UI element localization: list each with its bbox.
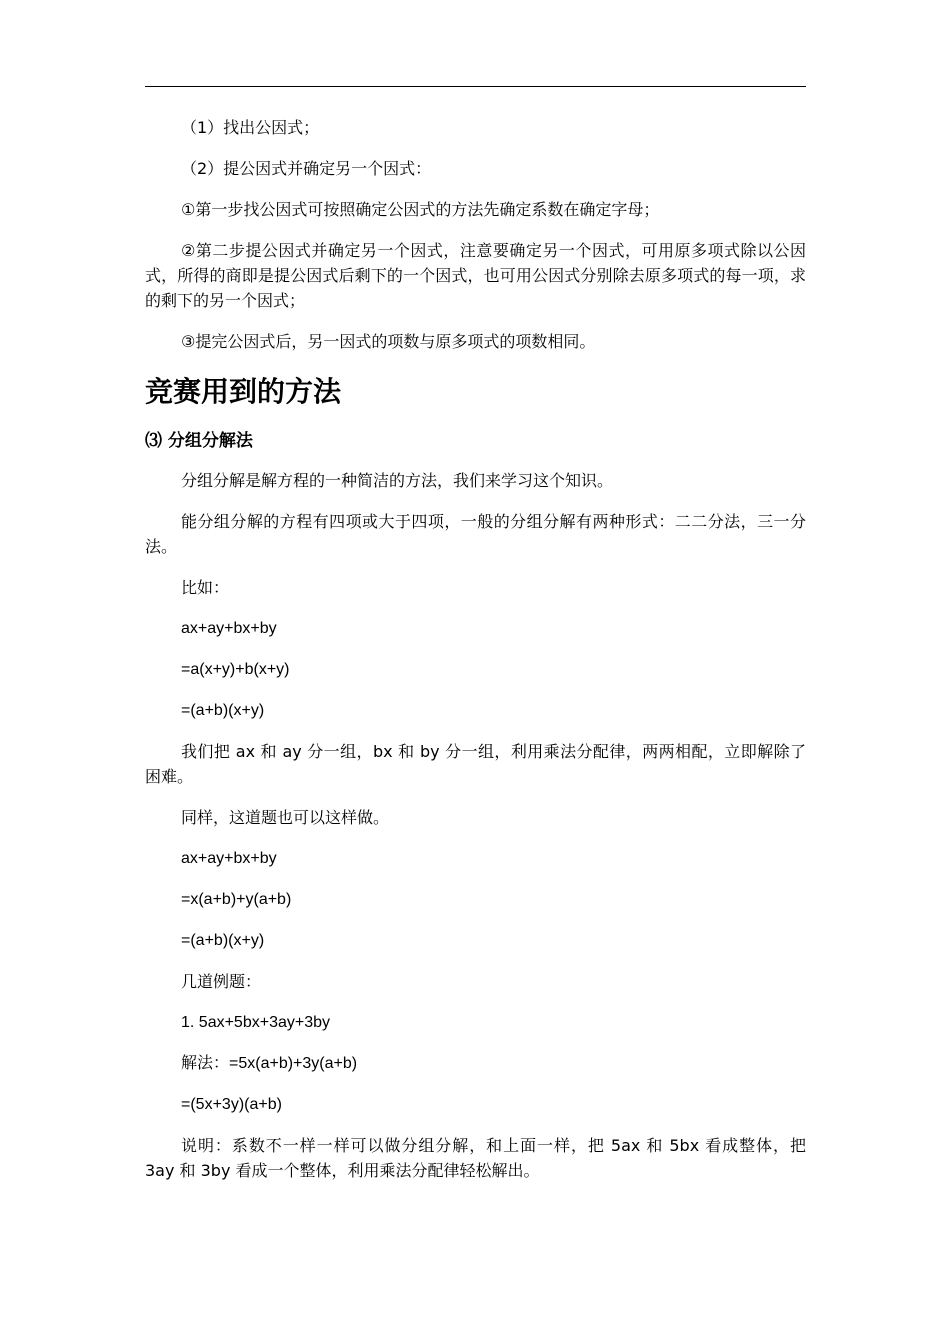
section-title: 竞赛用到的方法 [145, 375, 342, 408]
example-1-line-1: ax+ay+bx+by [181, 620, 277, 637]
step-2-3: ③提完公因式后，另一因式的项数与原多项式的项数相同。 [181, 332, 596, 351]
forms-paragraph: 能分组分解的方程有四项或大于四项，一般的分组分解有两种形式：二二分法，三一分法。 [145, 512, 806, 556]
solution-1-line-1: 解法：=5x(a+b)+3y(a+b) [181, 1055, 358, 1072]
step-2-1: ①第一步找公因式可按照确定公因式的方法先确定系数在确定字母； [181, 200, 660, 219]
example-2-line-1: ax+ay+bx+by [181, 850, 277, 867]
step-2-2: ②第二步提公因式并确定另一个因式，注意要确定另一个因式，可用原多项式除以公因式，所得的商即是提公因式后剩下的一个因式，也可用公因式分别除去原多项式的每一项，求的剩下的另一个因式； [145, 241, 806, 310]
step-1: （1）找出公因式； [181, 118, 320, 137]
document-body [145, 115, 806, 1183]
example-1-line-3: =(a+b)(x+y) [181, 702, 265, 719]
problems-label: 几道例题： [181, 972, 262, 991]
header-rule [145, 86, 806, 87]
alternative-label: 同样，这道题也可以这样做。 [181, 808, 390, 827]
step-2: （2）提公因式并确定另一个因式： [181, 159, 432, 178]
example-2-line-2: =x(a+b)+y(a+b) [181, 891, 292, 908]
solution-note: 说明：系数不一样一样可以做分组分解，和上面一样，把 5ax 和 5bx 看成整体，把 3ay 和 3by 看成一个整体，利用乘法分配律轻松解出。 [145, 1136, 806, 1180]
section-subtitle: ⑶ 分组分解法 [145, 431, 253, 451]
example-label: 比如： [181, 578, 230, 597]
solution-1-line-2: =(5x+3y)(a+b) [181, 1096, 282, 1113]
intro-paragraph: 分组分解是解方程的一种简洁的方法，我们来学习这个知识。 [181, 471, 614, 490]
example-1-explanation: 我们把 ax 和 ay 分一组，bx 和 by 分一组，利用乘法分配律，两两相配，立即解除了困难。 [145, 742, 806, 786]
example-2-line-3: =(a+b)(x+y) [181, 932, 265, 949]
problem-1: 1. 5ax+5bx+3ay+3by [181, 1014, 331, 1031]
example-1-line-2: =a(x+y)+b(x+y) [181, 661, 290, 678]
